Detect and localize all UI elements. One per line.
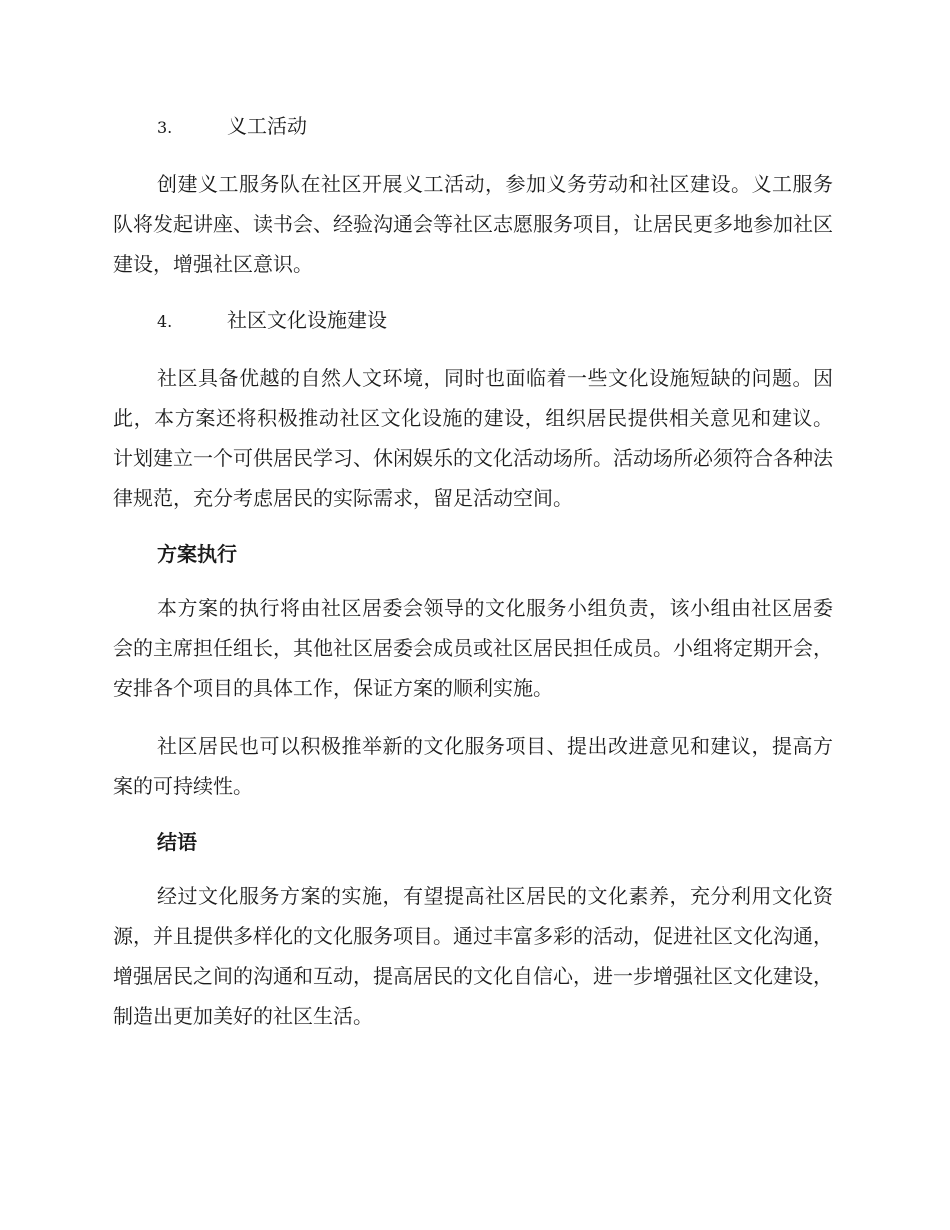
list-number: 3.	[157, 118, 173, 137]
section-heading-execution: 方案执行	[157, 542, 237, 566]
list-title: 义工活动	[227, 114, 307, 138]
paragraph-execution-1: 本方案的执行将由社区居委会领导的文化服务小组负责，该小组由社区居委会的主席担任组长，其他社区居委会成员或社区居民担任成员。小组将定期开会，安排各个项目的具体工作，保证方案的顺利实施。	[113, 596, 833, 700]
paragraph-conclusion: 经过文化服务方案的实施，有望提高社区居民的文化素养，充分利用文化资源，并且提供多样化的文化服务项目。通过丰富多彩的活动，促进社区文化沟通，增强居民之间的沟通和互动，提高居民的文化自信心，进一步增强社区文化建设，制造出更加美好的社区生活。	[113, 884, 833, 1028]
list-heading-item-4	[113, 302, 833, 340]
list-number: 4.	[157, 312, 173, 331]
list-heading-item-3	[113, 108, 833, 146]
section-heading-conclusion: 结语	[157, 830, 197, 854]
paragraph-execution-2: 社区居民也可以积极推举新的文化服务项目、提出改进意见和建议，提高方案的可持续性。	[113, 734, 833, 798]
list-title: 社区文化设施建设	[227, 308, 387, 332]
paragraph-volunteer: 创建义工服务队在社区开展义工活动，参加义务劳动和社区建设。义工服务队将发起讲座、读书会、经验沟通会等社区志愿服务项目，让居民更多地参加社区建设，增强社区意识。	[113, 172, 833, 276]
paragraph-facilities: 社区具备优越的自然人文环境，同时也面临着一些文化设施短缺的问题。因此，本方案还将积极推动社区文化设施的建设，组织居民提供相关意见和建议。 计划建立一个可供居民学习、休闲娱乐的文化活动场所。活动场所必须符合各种法律规范，充分考虑居民的实际需求，留足活动空间。	[113, 366, 833, 510]
document-page	[113, 108, 833, 1054]
